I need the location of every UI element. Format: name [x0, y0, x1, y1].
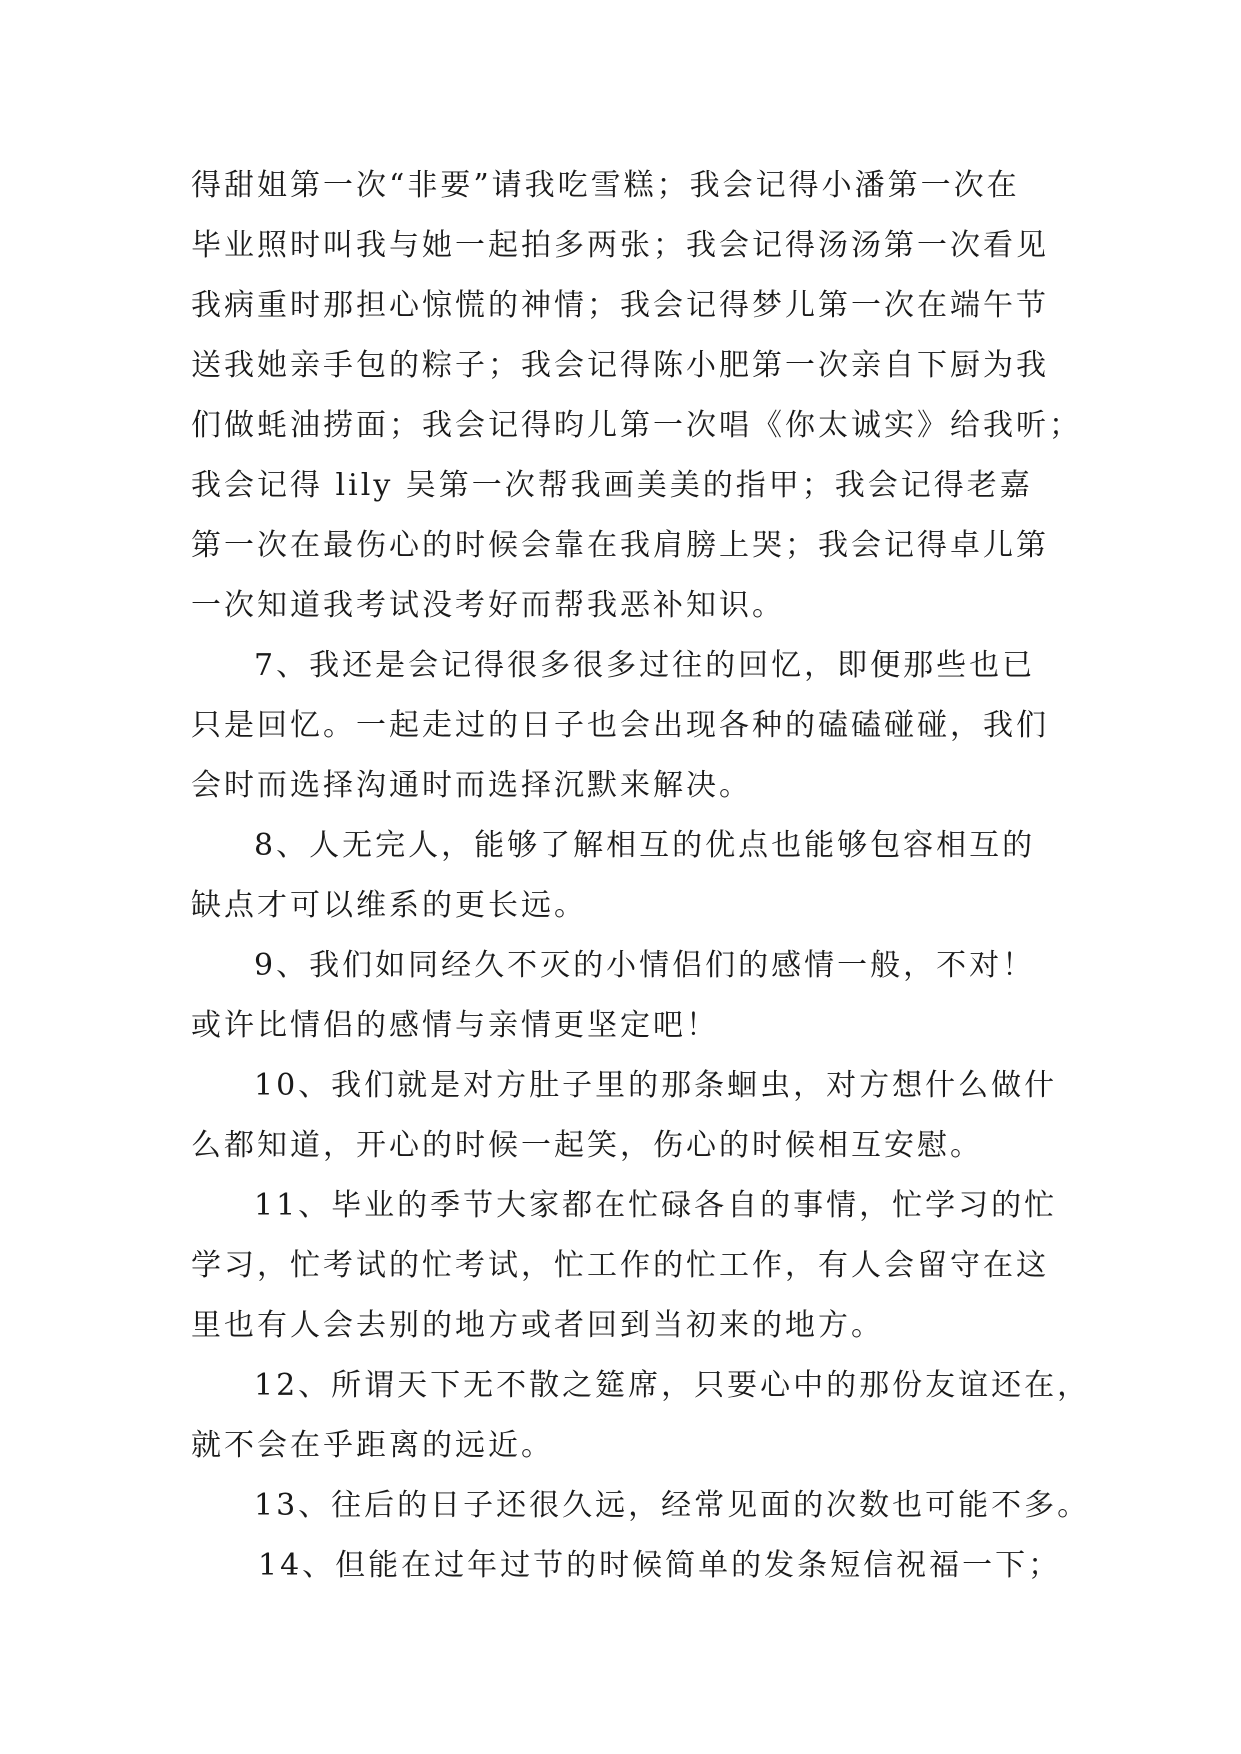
text-line: 么都知道，开心的时候一起笑，伤心的时候相互安慰。	[191, 1128, 983, 1163]
text-line: 第一次在最伤心的时候会靠在我肩膀上哭；我会记得卓儿第	[191, 528, 1049, 563]
paragraph-13-line: 13、往后的日子还很久远，经常见面的次数也可能不多。	[254, 1488, 1091, 1523]
paragraph-7-line: 7、我还是会记得很多很多过往的回忆，即便那些也已	[254, 648, 1036, 683]
text-line: 会时而选择沟通时而选择沉默来解决。	[191, 768, 752, 803]
text-line: 们做蚝油捞面；我会记得昀儿第一次唱《你太诚实》给我听；	[191, 408, 1082, 443]
paragraph-14-line: 14、但能在过年过节的时候简单的发条短信祝福一下；	[258, 1548, 1062, 1583]
paragraph-11-line: 11、毕业的季节大家都在忙碌各自的事情，忙学习的忙	[254, 1188, 1058, 1223]
text-line: 毕业照时叫我与她一起拍多两张；我会记得汤汤第一次看见	[191, 228, 1049, 263]
text-line: 得甜姐第一次“非要”请我吃雪糕；我会记得小潘第一次在	[191, 168, 1020, 203]
paragraph-9-line: 9、我们如同经久不灭的小情侣们的感情一般，不对！	[254, 948, 1036, 983]
text-line: 只是回忆。一起走过的日子也会出现各种的磕磕碰碰，我们	[191, 708, 1049, 743]
text-line: 或许比情侣的感情与亲情更坚定吧！	[191, 1008, 719, 1043]
text-line: 我会记得 lily 吴第一次帮我画美美的指甲；我会记得老嘉	[191, 468, 1033, 503]
paragraph-8-line: 8、人无完人，能够了解相互的优点也能够包容相互的	[254, 828, 1036, 863]
text-line: 就不会在乎距离的远近。	[191, 1428, 554, 1463]
text-line: 缺点才可以维系的更长远。	[191, 888, 587, 923]
paragraph-10-line: 10、我们就是对方肚子里的那条蛔虫，对方想什么做什	[254, 1068, 1058, 1103]
text-line: 一次知道我考试没考好而帮我恶补知识。	[191, 588, 785, 623]
text-line: 里也有人会去别的地方或者回到当初来的地方。	[191, 1308, 884, 1343]
text-line: 我病重时那担心惊慌的神情；我会记得梦儿第一次在端午节	[191, 288, 1049, 323]
paragraph-12-line: 12、所谓天下无不散之筵席，只要心中的那份友谊还在，	[254, 1368, 1091, 1403]
text-line: 学习，忙考试的忙考试，忙工作的忙工作，有人会留守在这	[191, 1248, 1049, 1283]
text-line: 送我她亲手包的粽子；我会记得陈小肥第一次亲自下厨为我	[191, 348, 1049, 383]
